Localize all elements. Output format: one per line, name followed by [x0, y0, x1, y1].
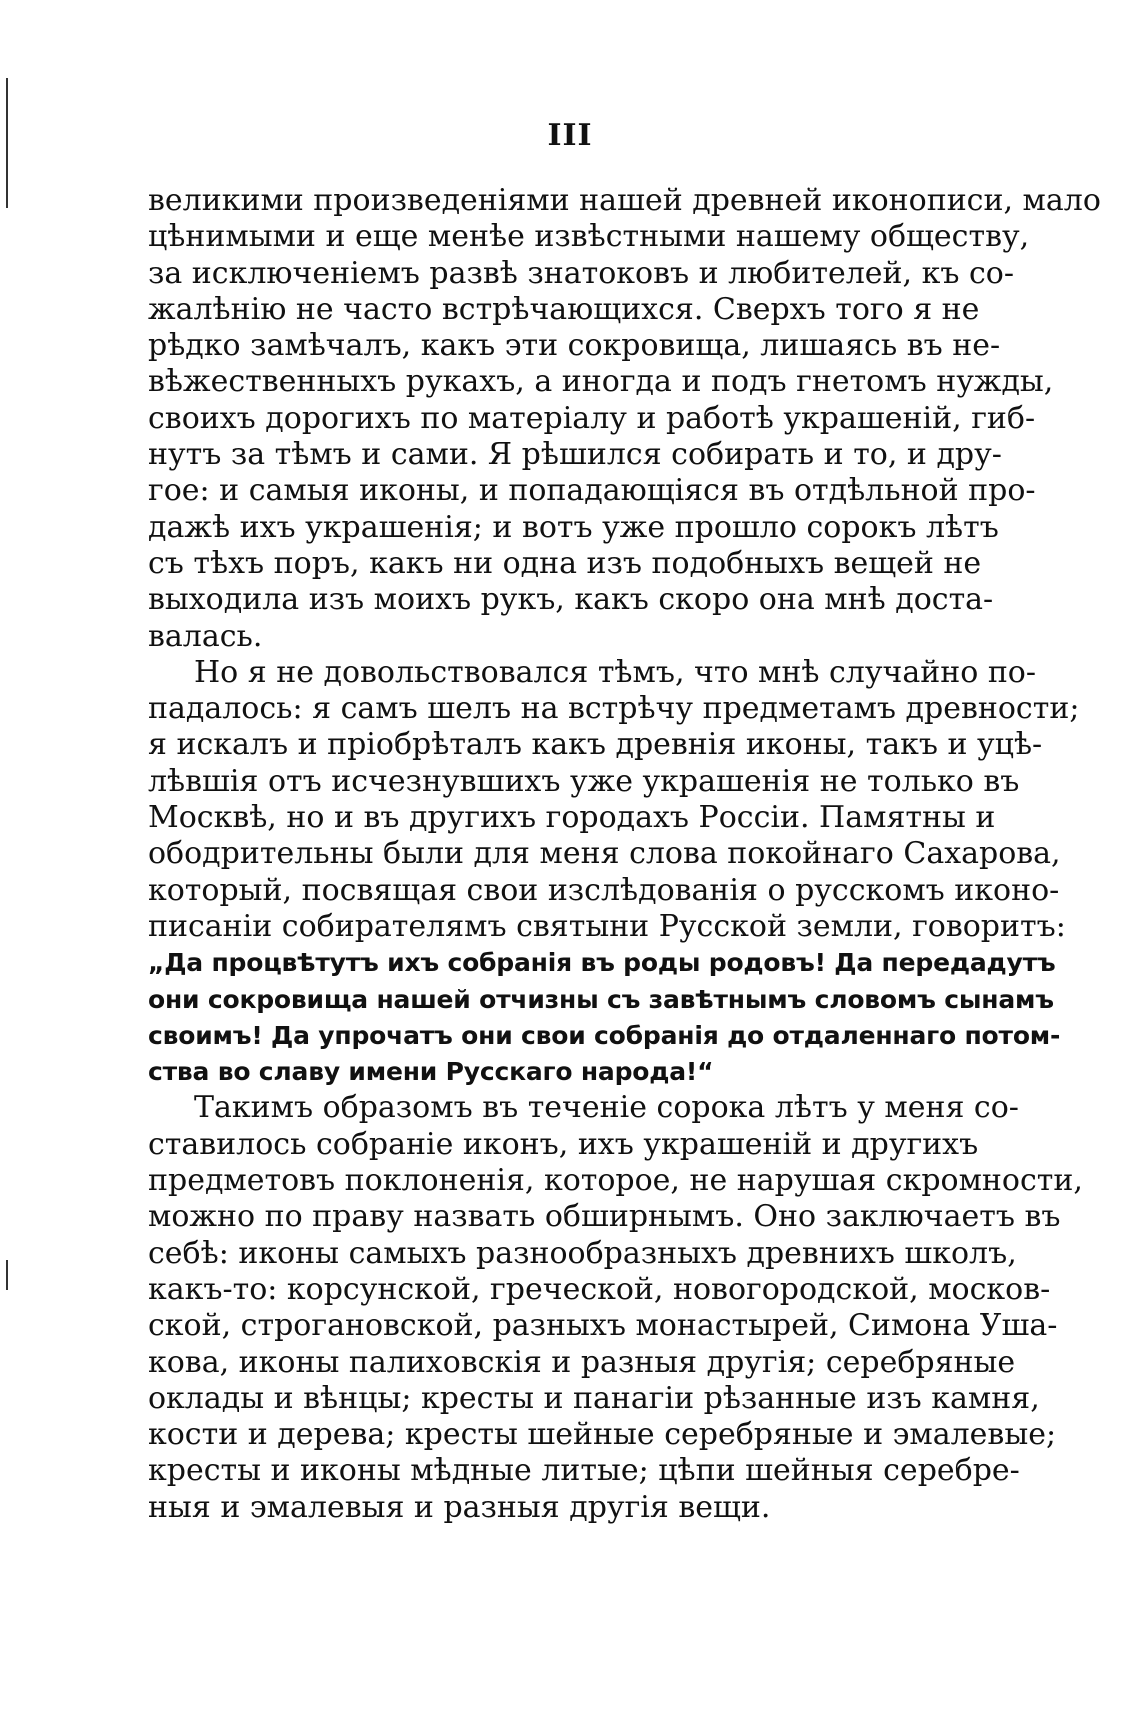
text-line: Но я не довольствовался тѣмъ, что мнѣ случайно по- [194, 654, 1037, 690]
text-line: который, посвящая свои изслѣдованія о русскомъ иконо- [148, 872, 1060, 908]
text-line: падалось: я самъ шелъ на встрѣчу предметамъ древности; [148, 691, 1080, 727]
text-line: писаніи собирателямъ святыни Русской земли, говоритъ: [148, 908, 1066, 944]
text-line: себѣ: иконы самыхъ разнообразныхъ древнихъ школъ, [148, 1235, 1017, 1271]
text-line: своихъ дорогихъ по матеріалу и работѣ украшеній, гиб- [148, 400, 1036, 436]
text-line: ской, строгановской, разныхъ монастырей, Симона Уша- [148, 1308, 1058, 1344]
page-number: III [547, 118, 593, 153]
text-line: выходила изъ моихъ рукъ, какъ скоро она мнѣ доста- [148, 582, 994, 618]
quote-line: своимъ! Да упрочатъ они свои собранія до отдаленнаго потом- [148, 1020, 1061, 1050]
text-line: Москвѣ, но и въ другихъ городахъ Россіи. Памятны и [148, 800, 996, 836]
text-line: вѣжественныхъ рукахъ, а иногда и подъ гнетомъ нужды, [148, 364, 1054, 400]
text-line: можно по праву назвать обширнымъ. Оно заключаетъ въ [148, 1199, 1061, 1235]
text-line: великими произведеніями нашей древней иконописи, мало [148, 183, 1101, 218]
text-line: кости и дерева; кресты шейные серебряные и эмалевые; [148, 1417, 1057, 1453]
page-edge-mark [6, 1260, 8, 1290]
quote-line: ства во славу имени Русскаго народа!“ [148, 1057, 714, 1087]
text-line: дажѣ ихъ украшенія; и вотъ уже прошло сорокъ лѣтъ [148, 509, 999, 545]
paragraph [148, 183, 1101, 655]
paragraph [148, 1090, 1083, 1526]
body-text [148, 183, 1101, 1526]
quote-line: они сокровища нашей отчизны съ завѣтнымъ словомъ сынамъ [148, 984, 1054, 1014]
text-line: за исключеніемъ развѣ знатоковъ и любителей, къ со- [148, 255, 1014, 291]
text-line: цѣнимыми и еще менѣе извѣстными нашему обществу, [148, 219, 1030, 255]
quotation [148, 945, 1061, 1090]
text-line: съ тѣхъ поръ, какъ ни одна изъ подобныхъ вещей не [148, 545, 982, 581]
text-line: гое: и самыя иконы, и попадающіяся въ отдѣльной про- [148, 473, 1036, 509]
text-line: нутъ за тѣмъ и сами. Я рѣшился собирать и то, и дру- [148, 437, 1002, 473]
text-line: кова, иконы палиховскія и разныя другія; серебряные [148, 1344, 1016, 1380]
text-line: лѣвшія отъ исчезнувшихъ уже украшенія не только въ [148, 763, 1020, 799]
quote-line: „Да процвѣтутъ ихъ собранія въ роды родовъ! Да передадутъ [148, 948, 1056, 978]
text-line: я искалъ и пріобрѣталъ какъ древнія иконы, такъ и уцѣ- [148, 727, 1043, 763]
text-line: рѣдко замѣчалъ, какъ эти сокровища, лишаясь въ не- [148, 328, 1001, 364]
paragraph [148, 654, 1080, 1091]
text-line: кресты и иконы мѣдные литые; цѣпи шейныя серебре- [148, 1453, 1020, 1489]
text-line: оклады и вѣнцы; кресты и панагіи рѣзанные изъ камня, [148, 1380, 1040, 1416]
text-line: Такимъ образомъ въ теченіе сорока лѣтъ у меня со- [194, 1090, 1019, 1126]
text-line: ободрительны были для меня слова покойнаго Сахарова, [148, 836, 1061, 872]
text-line: ставилось собраніе иконъ, ихъ украшеній и другихъ [148, 1126, 979, 1162]
text-line: ныя и эмалевыя и разныя другія вещи. [148, 1489, 771, 1525]
text-line: какъ-то: корсунской, греческой, новогородской, москов- [148, 1271, 1051, 1307]
text-line: валась. [148, 618, 263, 654]
text-line: предметовъ поклоненія, которое, не нарушая скромности, [148, 1163, 1083, 1199]
text-line: жалѣнію не часто встрѣчающихся. Сверхъ того я не [148, 291, 980, 327]
